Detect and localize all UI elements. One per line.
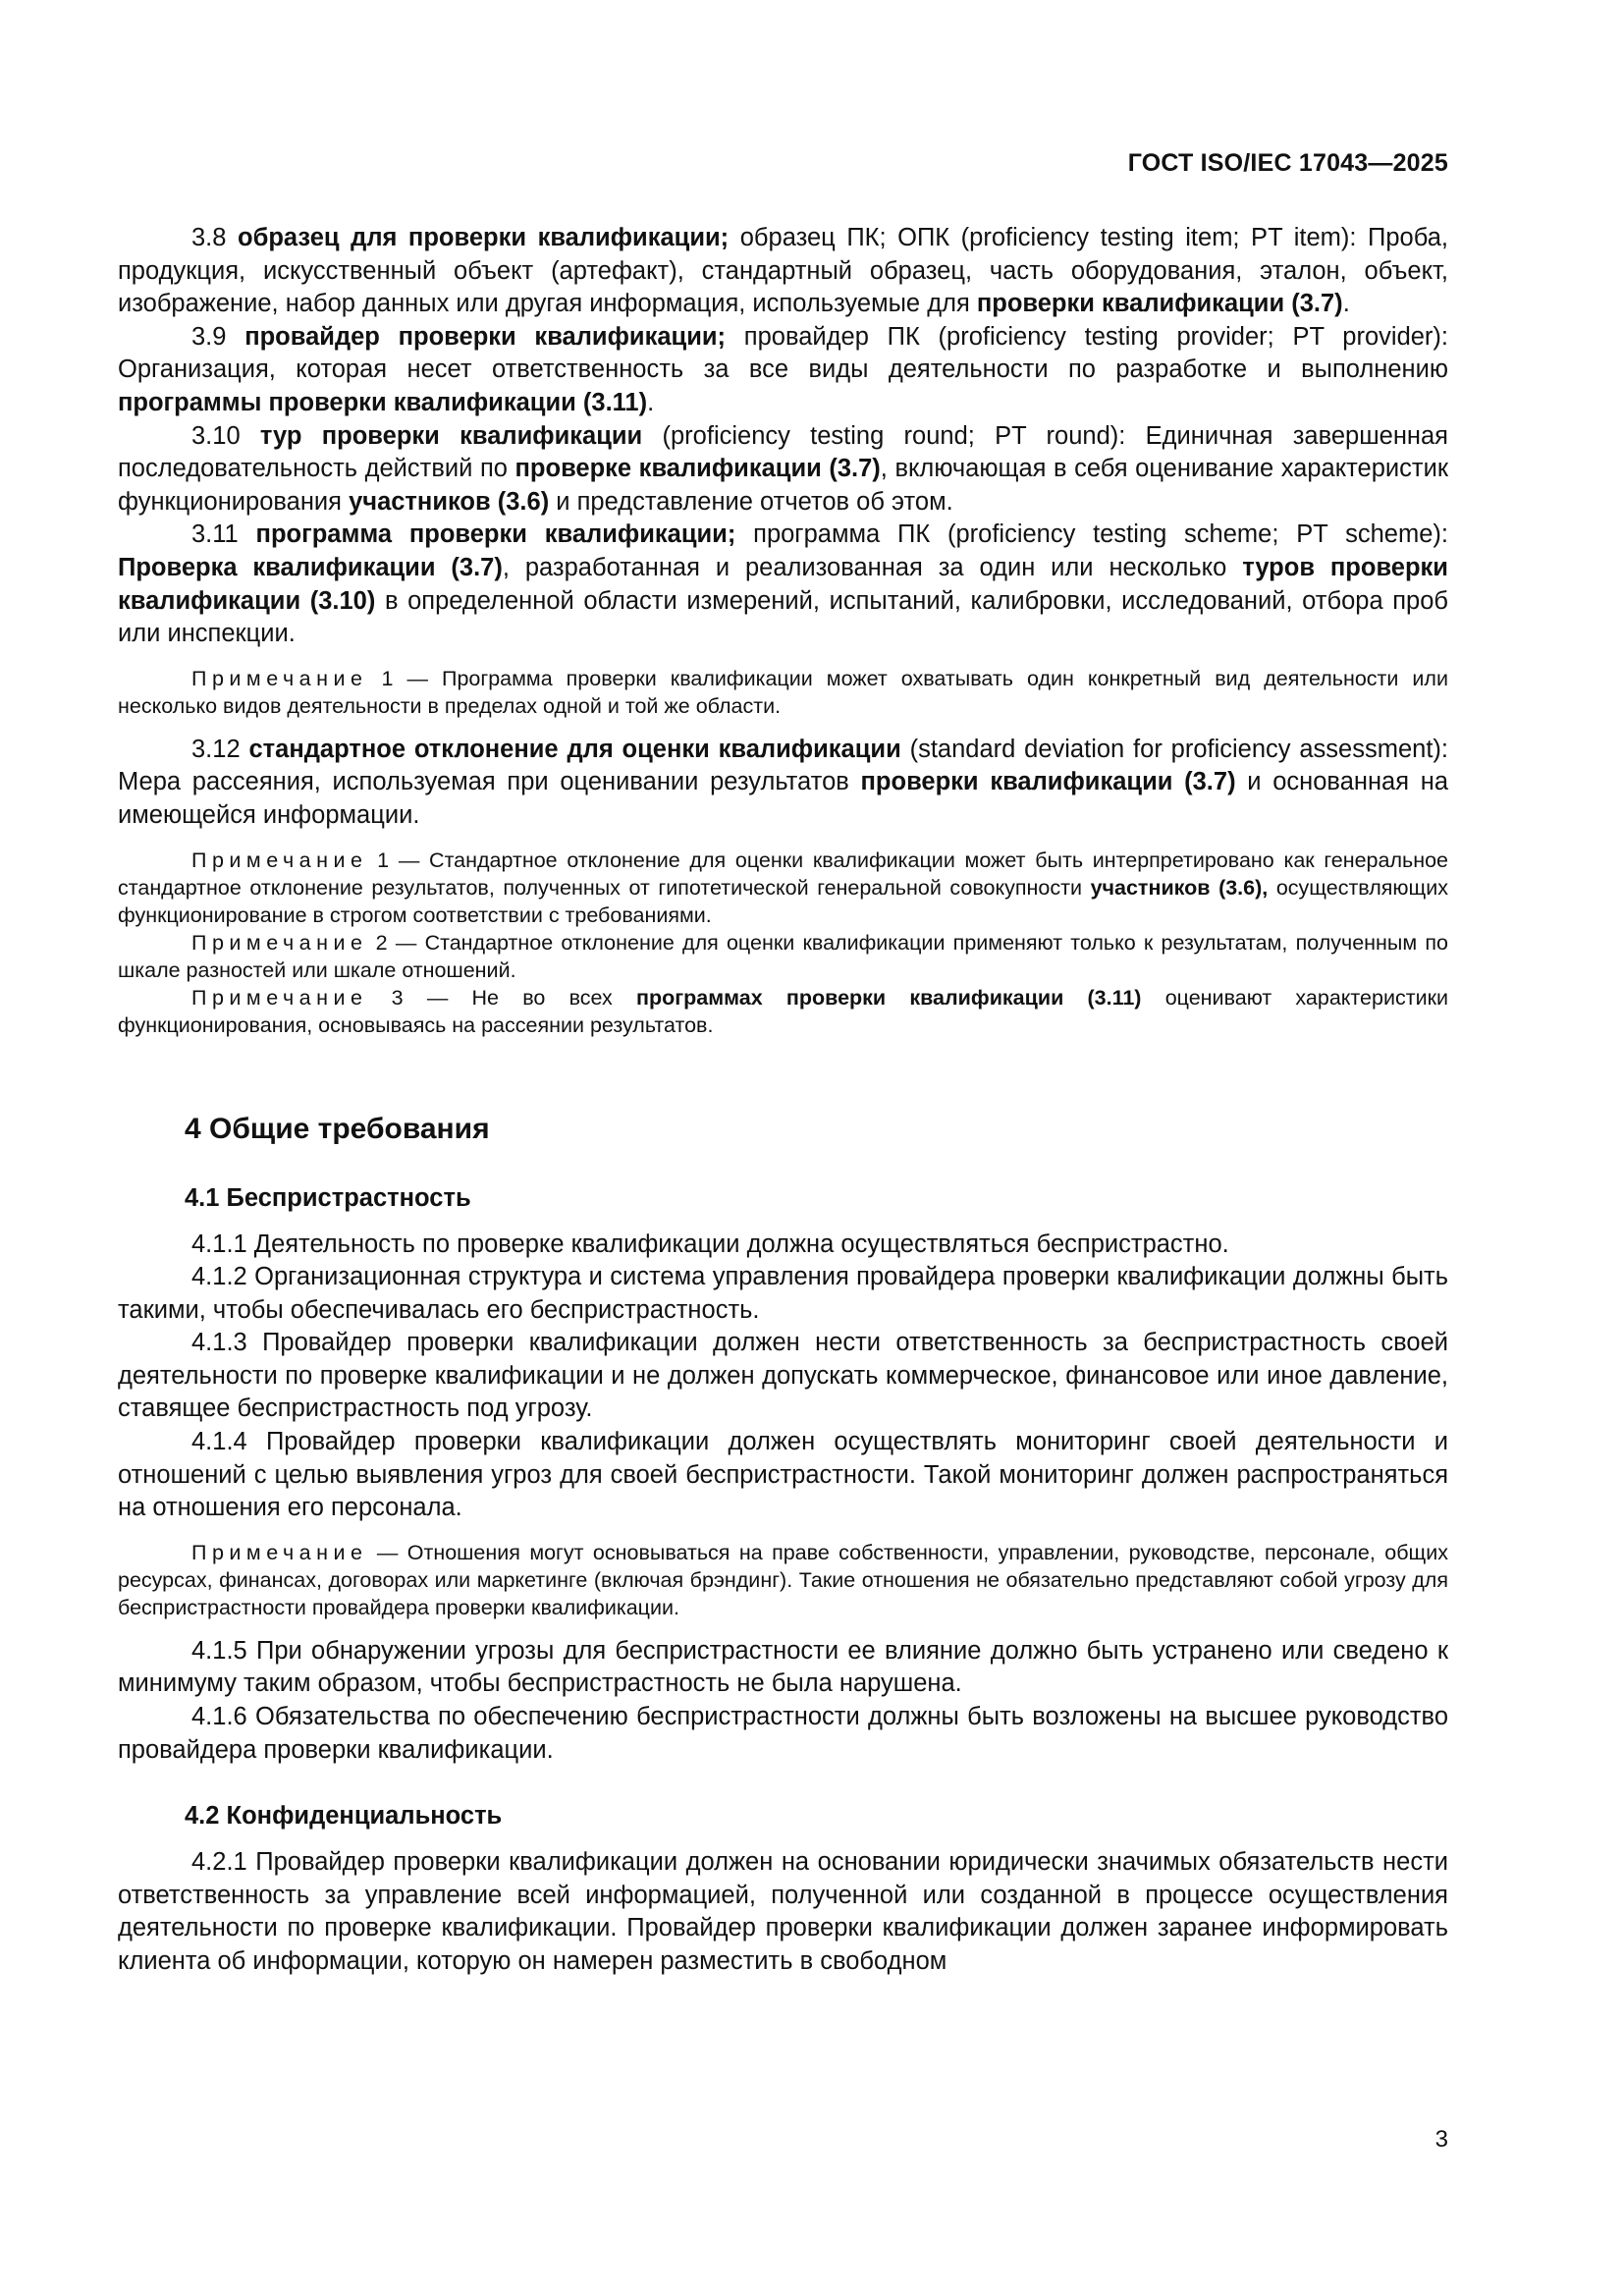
note-label: Примечание	[191, 985, 368, 1010]
definition-number: 3.10	[191, 421, 241, 450]
section-4-title: 4 Общие требования	[185, 1112, 490, 1145]
note-text: 3 — Не во всех	[367, 985, 636, 1010]
note-3-11	[118, 665, 1448, 720]
definition-term: программа проверки квалификации;	[255, 520, 736, 549]
definition-number: 3.11	[191, 520, 239, 549]
definition-3-11	[118, 519, 1448, 650]
page-number: 3	[1434, 2126, 1448, 2153]
document-code-header: ГОСТ ISO/IEC 17043—2025	[1127, 149, 1448, 177]
note-3-12-2	[118, 929, 1448, 984]
clause-4-2-1: 4.2.1 Провайдер проверки квалификации должен на основании юридически значимых обязательств нести ответственность за управление всей информацией, полученной или созданной в процессе осуществления деятельности по проверке квалификации. Провайдер проверки квалификации должен заранее информировать клиента об информации, которую он намерен разместить в свободном	[118, 1848, 1448, 1975]
term-reference: участников (3.6)	[349, 487, 550, 516]
term-reference: проверки квалификации (3.7)	[976, 290, 1343, 318]
term-reference: проверки квалификации (3.7)	[860, 768, 1236, 796]
definition-3-9	[118, 321, 1448, 420]
clause-4-1-2: 4.1.2 Организационная структура и система управления провайдера проверки квалификации должны быть такими, чтобы обеспечивалась его беспристрастность.	[118, 1263, 1448, 1324]
definition-term: провайдер проверки квалификации;	[244, 322, 727, 351]
term-reference: участников (3.6),	[1090, 875, 1269, 900]
term-reference: Проверка квалификации (3.7)	[118, 553, 503, 581]
definition-text: , включающая в себя оценивание характеристик функционирования	[118, 455, 1448, 516]
note-label: Примечание	[191, 1540, 368, 1564]
note-3-12-1	[118, 847, 1448, 929]
note-4-1-4	[118, 1539, 1448, 1621]
definition-text: (proficiency testing round; PT round): Единичная завершенная последовательность действий по	[118, 421, 1448, 483]
definition-term: образец для проверки квалификации;	[238, 224, 730, 251]
note-text: 2 — Стандартное отклонение для оценки квалификации применяют только к результатам, полученным по шкале разностей или шкале отношений.	[118, 930, 1448, 982]
definition-3-10	[118, 420, 1448, 519]
note-text: — Отношения могут основываться на праве собственности, управлении, руководстве, персонале, общих ресурсах, финансах, договорах или маркетинге (включая брэндинг). Такие отношения не обязательно представляют собой угрозу для беспристрастности провайдера проверки квалификации.	[118, 1540, 1448, 1619]
note-label: Примечание	[191, 930, 368, 955]
definition-text: программа ПК (proficiency testing scheme; PT scheme):	[735, 520, 1448, 549]
page-content	[118, 222, 1448, 1979]
clause-4-1-4: 4.1.4 Провайдер проверки квалификации должен осуществлять мониторинг своей деятельности и отношений с целью выявления угроз для своей беспристрастности. Такой мониторинг должен распространяться на отношения его персонала.	[118, 1428, 1448, 1522]
definition-text: .	[647, 388, 655, 416]
term-reference: программы проверки квалификации (3.11)	[118, 388, 648, 416]
clause-4-1-5: 4.1.5 При обнаружении угрозы для беспристрастности ее влияние должно быть устранено или сведено к минимуму таким образом, чтобы беспристрастность не была нарушена.	[118, 1636, 1448, 1698]
note-text: осуществляющих функционирование в строгом соответствии с требованиями.	[118, 875, 1448, 927]
section-4-1-title: 4.1 Беспристрастность	[185, 1183, 471, 1212]
definition-3-12	[118, 734, 1448, 833]
definition-term: стандартное отклонение для оценки квалификации	[248, 735, 901, 763]
note-3-12-3	[118, 984, 1448, 1039]
note-text: оценивают характеристики функционирования, основываясь на рассеянии результатов.	[118, 985, 1448, 1037]
definition-text: и представление отчетов об этом.	[549, 487, 953, 516]
definition-text: .	[1342, 290, 1350, 318]
definition-3-8	[118, 222, 1448, 321]
definition-number: 3.9	[191, 322, 227, 351]
definition-text: , разработанная и реализованная за один или несколько	[502, 553, 1243, 581]
definition-text: (standard deviation for proficiency assessment): Мера рассеяния, используемая при оценивании результатов	[118, 735, 1448, 796]
definition-text: образец ПК; ОПК (proficiency testing item; PT item): Проба, продукция, искусственный объект (артефакт), стандартный образец, часть оборудования, эталон, объект, изображение, набор данных или другая информация, используемые для	[118, 224, 1448, 318]
term-reference: программах проверки квалификации (3.11)	[635, 985, 1142, 1010]
definition-text: в определенной области измерений, испытаний, калибровки, исследований, отбора проб или инспекции.	[118, 586, 1448, 648]
note-text: 1 — Стандартное отклонение для оценки квалификации может быть интерпретировано как генеральное стандартное отклонение результатов, полученных от гипотетической генеральной совокупности	[118, 847, 1448, 900]
definition-number: 3.8	[191, 224, 227, 251]
clause-4-1-6: 4.1.6 Обязательства по обеспечению беспристрастности должны быть возложены на высшее руководство провайдера проверки квалификации.	[118, 1703, 1448, 1764]
definition-text: провайдер ПК (proficiency testing provider; PT provider): Организация, которая несет ответственность за все виды деятельности по разработке и выполнению	[118, 322, 1449, 384]
definition-term: тур проверки квалификации	[259, 421, 643, 450]
note-text: 1 — Программа проверки квалификации может охватывать один конкретный вид деятельности или несколько видов деятельности в пределах одной и той же области.	[118, 666, 1448, 718]
term-reference: проверке квалификации (3.7)	[514, 455, 881, 483]
definition-number: 3.12	[191, 735, 241, 763]
definition-text: и основанная на имеющейся информации.	[118, 768, 1448, 829]
term-reference: туров проверки квалификации (3.10)	[118, 553, 1448, 615]
note-label: Примечание	[191, 666, 368, 690]
section-4-2-title: 4.2 Конфиденциальность	[185, 1802, 503, 1831]
note-label: Примечание	[191, 847, 368, 872]
clause-4-1-1: 4.1.1 Деятельность по проверке квалификации должна осуществляться беспристрастно.	[191, 1230, 1229, 1258]
clause-4-1-3: 4.1.3 Провайдер проверки квалификации должен нести ответственность за беспристрастность своей деятельности по проверке квалификации и не должен допускать коммерческое, финансовое или иное давление, ставящее беспристрастность под угрозу.	[118, 1329, 1448, 1423]
